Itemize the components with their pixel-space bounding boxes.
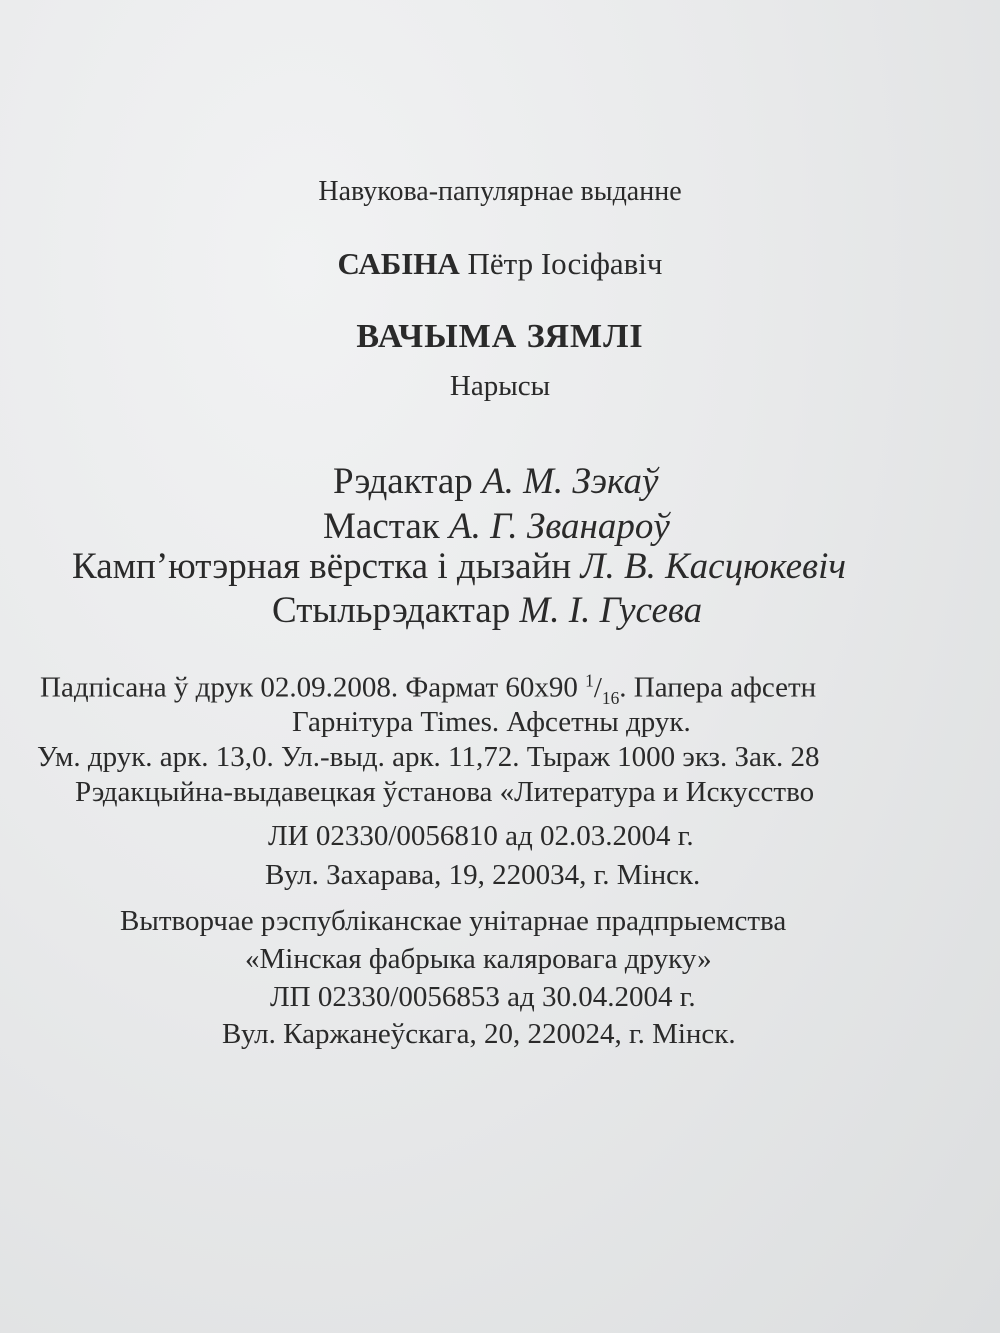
credit-role: Стыльрэдактар — [272, 590, 511, 631]
printer-line-1: Вытворчае рэспубліканскае унітарнае прадпрыемства — [120, 905, 787, 937]
author-surname: САБІНА — [337, 246, 460, 281]
imprint-typeface: Гарнітура Times. Афсетны друк. — [292, 706, 691, 738]
printer-license: ЛП 02330/0056853 ад 30.04.2004 г. — [270, 981, 696, 1013]
reverse-side-bleed — [0, 48, 1000, 75]
author-given-name: Пётр Іосіфавіч — [467, 246, 663, 281]
imprint-signed-line — [40, 672, 816, 707]
credit-person: А. М. Зэкаў — [482, 461, 659, 502]
credit-person: М. І. Гусева — [519, 590, 703, 631]
credit-style-editor — [272, 592, 702, 629]
credit-artist — [323, 508, 670, 545]
credit-role: Камп’ютэрная вёрстка і дызайн — [72, 546, 572, 587]
fraction-denominator: 16 — [601, 687, 620, 708]
credit-role: Мастак — [323, 506, 440, 547]
book-subtitle: Нарысы — [449, 370, 551, 402]
imprint-publisher: Рэдакцыйна-выдавецкая ўстанова «Литература и Искусство — [75, 776, 815, 808]
credit-editor — [333, 463, 658, 500]
printer-line-2: «Мінская фабрыка каляровага друку» — [245, 943, 712, 975]
credit-person: Л. В. Касцюкевіч — [580, 546, 846, 587]
edition-type: Навукова-папулярнае выданне — [318, 176, 682, 207]
imprint-signed-suffix: . Папера афсетн — [619, 671, 817, 704]
author-line — [0, 248, 1000, 279]
credit-layout-design — [72, 548, 846, 585]
printer-address: Вул. Каржанеўскага, 20, 220024, г. Мінск. — [222, 1018, 736, 1050]
credit-person: А. Г. Званароў — [449, 506, 670, 547]
fraction-numerator: 1 — [585, 670, 594, 690]
format-fraction: $^1/_{16}$ — [585, 670, 620, 708]
imprint-sheets: Ум. друк. арк. 13,0. Ул.-выд. арк. 11,72. Тыраж 1000 экз. Зак. 28 — [37, 741, 820, 773]
credit-role: Рэдактар — [333, 461, 473, 502]
imprint-publisher-address: Вул. Захарава, 19, 220034, г. Мінск. — [265, 859, 701, 891]
imprint-signed-prefix: Падпісана ў друк 02.09.2008. Фармат 60х90 — [40, 671, 578, 704]
imprint-publisher-license: ЛИ 02330/0056810 ад 02.03.2004 г. — [268, 820, 694, 852]
book-title: ВАЧЫМА ЗЯМЛІ — [356, 318, 644, 355]
